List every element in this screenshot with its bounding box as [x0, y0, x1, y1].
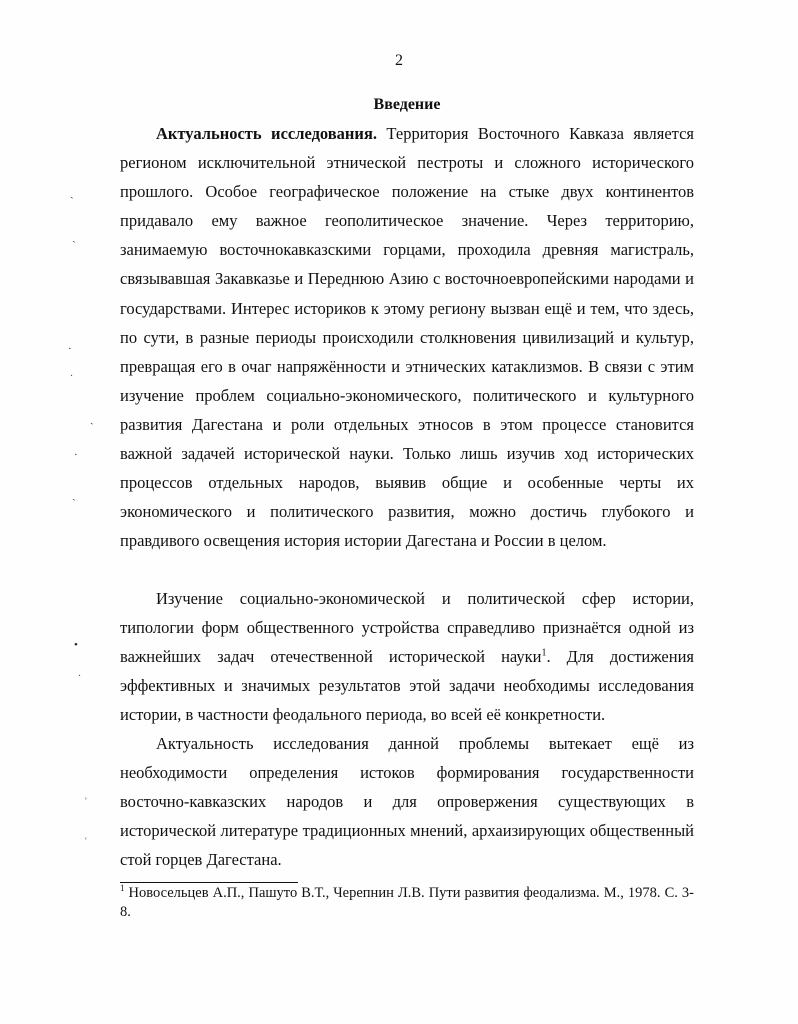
paragraph-relevance [120, 119, 694, 555]
scan-speck: ˎ [72, 489, 76, 501]
paragraph-text: Актуальность исследования данной проблемы вытекает ещё из необходимости определения истоков формирования государственности восточно-кавказских народов и для опровержения существующих в исторической литературе традиционных мнений, архаизирующих общественный стой горцев Дагестана. [120, 734, 694, 870]
scan-speck: • [74, 639, 78, 651]
scan-speck: · [68, 343, 72, 355]
scan-speck: ˒ [84, 791, 88, 803]
scan-speck: ˎ [70, 187, 74, 199]
paragraph-statehood [120, 729, 694, 874]
scan-speck: ˑ [70, 371, 74, 383]
footnote-reference: 1 [541, 647, 547, 659]
scan-speck: ˑ [78, 671, 82, 683]
scan-speck: ˓ [84, 831, 88, 843]
paragraph-text-continued: . Для достижения эффективных и значимых результатов этой задачи необходимы исследования истории, в частности феодального периода, во всей её конкретности. [120, 647, 694, 725]
scan-speck: ˎ [72, 231, 76, 243]
paragraph-text: Изучение социально-экономической и политической сфер истории, типологии форм общественного устройства справедливо признаётся одной из важнейших задач отечественной исторической науки [120, 589, 694, 667]
paragraph-lead: Актуальность исследования. [156, 124, 377, 143]
footnote-marker: 1 [120, 883, 125, 894]
footnote [120, 884, 694, 922]
scan-speck: · [74, 449, 78, 461]
section-title: Введение [373, 96, 441, 113]
footnote-text: Новосельцев А.П., Пашуто В.Т., Черепнин Л.В. Пути развития феодализма. М., 1978. С. 3-8. [120, 885, 694, 920]
footnote-divider [120, 882, 298, 883]
page-number: 2 [395, 52, 403, 69]
scan-speck: ˎ [90, 413, 94, 425]
paragraph-text: Территория Восточного Кавказа является регионом исключительной этнической пестроты и сложного исторического прошлого. Особое географическое положение на стыке двух континентов придавало ему важное геополитическое значение. Через территорию, занимаемую восточнокавказскими горцами, проходила древняя магистраль, связывавшая Закавказье и Переднюю Азию с восточноевропейскими народами и государствами. Интерес историков к этому региону вызван ещё и тем, что здесь, по сути, в разные периоды происходили столкновения цивилизаций и культур, превращая его в очаг напряжённости и этнических катаклизмов. В связи с этим изучение проблем социально-экономического, политического и культурного развития Дагестана и роли отдельных этносов в этом процессе становится важной задачей исторической науки. Только лишь изучив ход исторических процессов отдельных народов, выявив общие и особенные черты их экономического и политического развития, можно достичь глубокого и правдивого освещения история истории Дагестана и России в целом. [120, 124, 695, 551]
paragraph-research-tasks [120, 584, 694, 729]
